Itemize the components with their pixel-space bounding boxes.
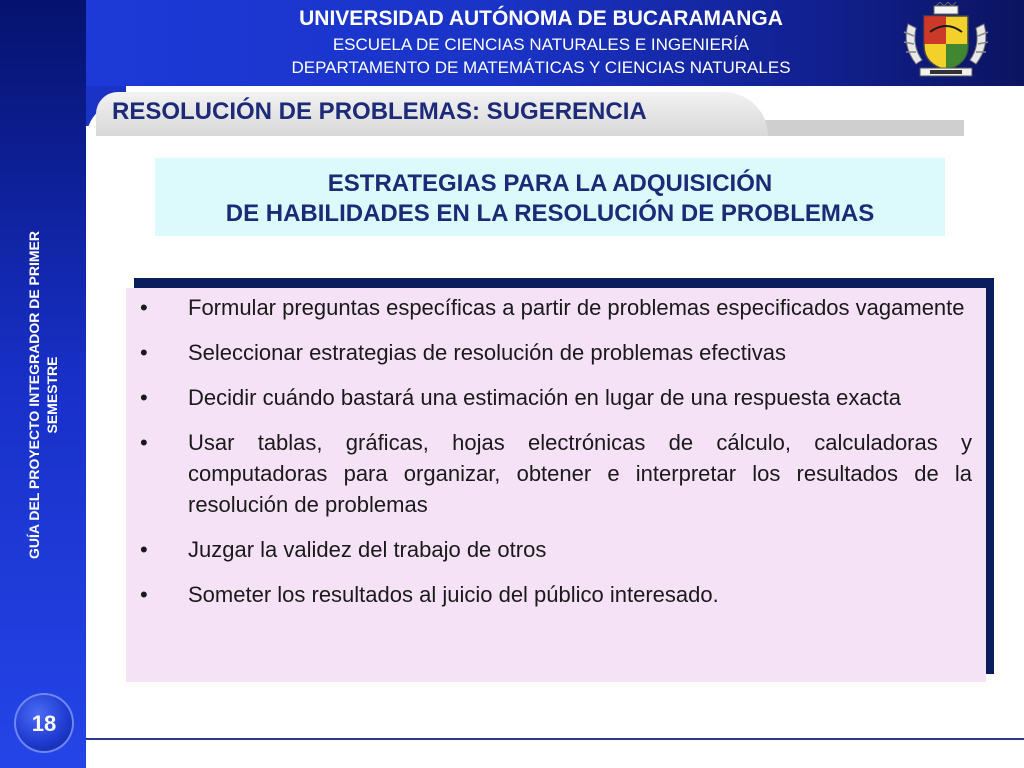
list-item	[126, 337, 972, 368]
list-item	[126, 382, 972, 413]
list-item	[126, 427, 972, 520]
sidebar-label-line2: SEMESTRE	[44, 356, 60, 434]
department-name: DEPARTAMENTO DE MATEMÁTICAS Y CIENCIAS NATURALES	[291, 58, 791, 77]
bottom-divider	[86, 738, 1024, 740]
bullet-text: Formular preguntas específicas a partir de problemas especificados vagamente	[188, 295, 965, 320]
list-item	[126, 292, 972, 323]
list-item	[126, 579, 972, 610]
subtitle-line1: ESTRATEGIAS PARA LA ADQUISICIÓN	[327, 170, 773, 197]
slide-title: RESOLUCIÓN DE PROBLEMAS: SUGERENCIA	[112, 98, 647, 125]
bullet-dot: •	[140, 385, 148, 410]
bullet-dot: •	[140, 430, 148, 455]
university-crest-icon	[900, 2, 992, 82]
bullet-list	[126, 292, 972, 624]
page-number: 18	[31, 711, 57, 736]
list-item	[126, 534, 972, 565]
bullet-text: Usar tablas, gráficas, hojas electrónicas de cálculo, calculadoras y computadoras para organizar, obtener e interpretar los resultados de la resolución de problemas	[188, 430, 972, 517]
bullet-text: Someter los resultados al juicio del público interesado.	[188, 582, 719, 607]
university-name: UNIVERSIDAD AUTÓNOMA DE BUCARAMANGA	[299, 7, 783, 30]
sidebar-label-line1: GUÍA DEL PROYECTO INTEGRADOR DE PRIMER	[26, 231, 42, 559]
sidebar-vertical-label	[25, 185, 61, 605]
bullet-dot: •	[140, 537, 148, 562]
header-text	[86, 0, 996, 86]
subtitle-line2: DE HABILIDADES EN LA RESOLUCIÓN DE PROBLEMAS	[225, 200, 875, 227]
bullet-dot: •	[140, 295, 148, 320]
bullet-text: Seleccionar estrategias de resolución de problemas efectivas	[188, 340, 786, 365]
school-name: ESCUELA DE CIENCIAS NATURALES E INGENIERÍA	[332, 35, 750, 54]
bullet-dot: •	[140, 582, 148, 607]
bullet-text: Juzgar la validez del trabajo de otros	[188, 537, 547, 562]
bullet-dot: •	[140, 340, 148, 365]
bullet-text: Decidir cuándo bastará una estimación en lugar de una respuesta exacta	[188, 385, 902, 410]
subtitle-box	[155, 158, 945, 236]
